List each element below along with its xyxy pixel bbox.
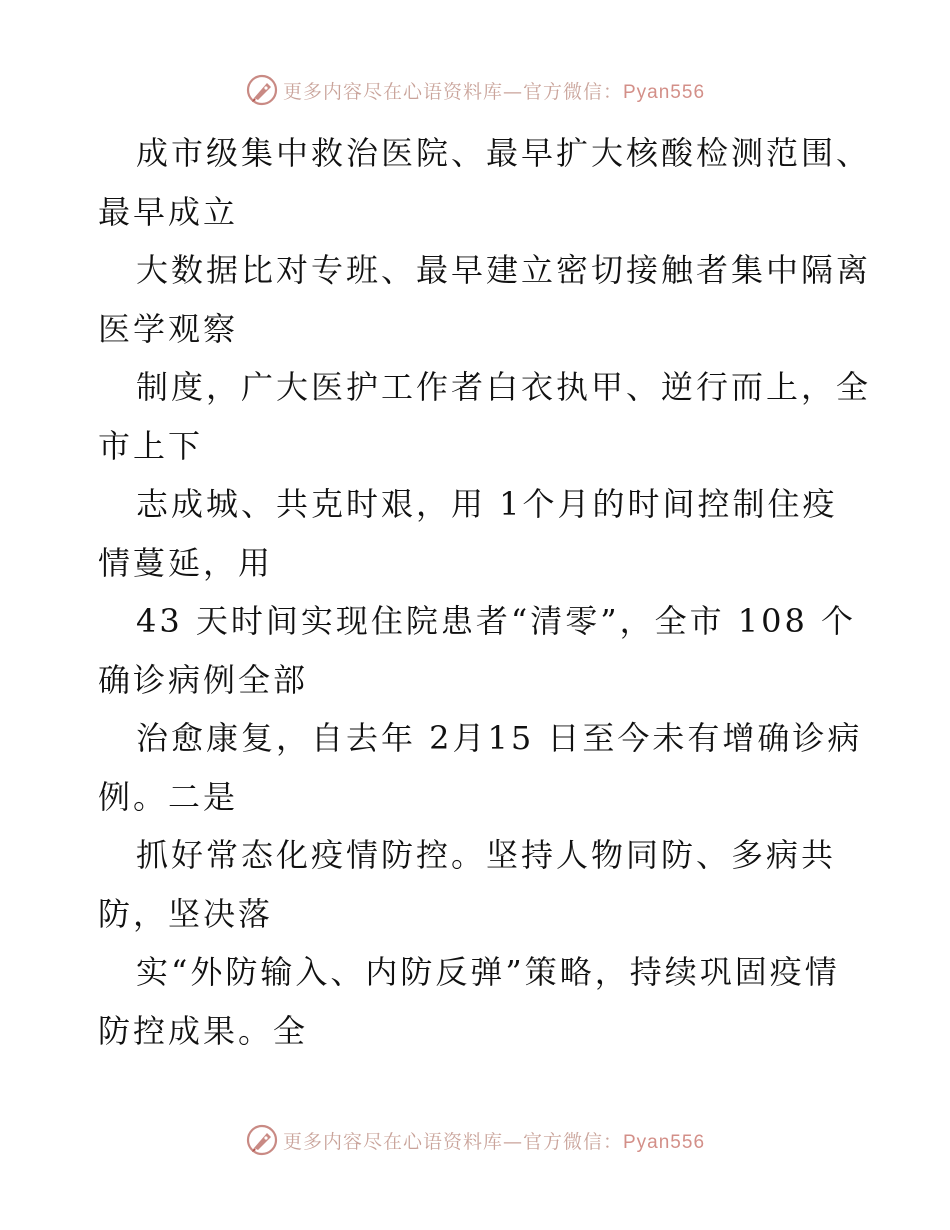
text-line: 实“外防输入、内防反弹”策略，持续巩固疫情 — [136, 953, 840, 991]
header-banner-text: 更多内容尽在心语资料库—官方微信：Pyan556 — [282, 80, 706, 103]
text-line: 抓好常态化疫情防控。坚持人物同防、多病共 — [136, 836, 837, 874]
text-line: 最早成立 — [98, 192, 239, 231]
footer-wechat-id: Pyan556 — [623, 1131, 706, 1153]
body-text — [98, 124, 872, 1060]
text-line: 治愈康复，自去年 2月15 日至今未有增确诊病 — [136, 719, 863, 757]
text-line: 防，坚决落 — [98, 894, 274, 933]
header-wechat-id: Pyan556 — [623, 81, 706, 103]
text-line: 例。二是 — [98, 777, 239, 816]
text-line: 医学观察 — [98, 309, 239, 348]
text-line: 市上下 — [98, 426, 204, 465]
text-line: 成市级集中救治医院、最早扩大核酸检测范围、 — [136, 134, 872, 172]
footer-banner — [0, 1120, 950, 1160]
pen-nib-logo-icon — [245, 1123, 279, 1157]
text-line: 大数据比对专班、最早建立密切接触者集中隔离 — [136, 251, 872, 289]
text-line: 43 天时间实现住院患者“清零”，全市 108 个 — [136, 602, 857, 640]
footer-banner-text: 更多内容尽在心语资料库—官方微信：Pyan556 — [282, 1130, 706, 1153]
text-line: 防控成果。全 — [98, 1011, 309, 1050]
text-line: 情蔓延，用 — [98, 543, 274, 582]
text-line: 制度，广大医护工作者白衣执甲、逆行而上，全 — [136, 368, 872, 406]
header-banner — [0, 70, 950, 110]
pen-nib-logo-icon — [245, 73, 279, 107]
text-line: 志成城、共克时艰，用 1个月的时间控制住疫 — [136, 485, 838, 523]
text-line: 确诊病例全部 — [98, 660, 309, 699]
